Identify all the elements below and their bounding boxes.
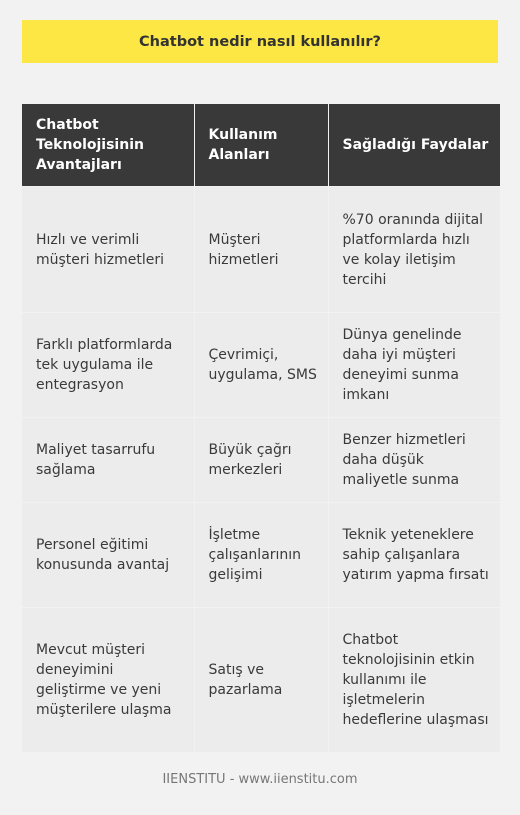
table-header-row <box>22 104 500 187</box>
table-row <box>22 608 500 753</box>
table-cell-benefit: Benzer hizmetleri daha düşük maliyetle sunma <box>328 418 500 503</box>
table-row <box>22 503 500 608</box>
header-benefits: Sağladığı Faydalar <box>328 104 500 187</box>
page-title-text: Chatbot nedir nasıl kullanılır? <box>139 33 381 50</box>
footer-credit: IIENSTITU - www.iienstitu.com <box>162 772 358 787</box>
page-title <box>22 20 498 63</box>
table-cell-usage: Büyük çağrı merkezleri <box>194 418 328 503</box>
table-cell-advantage: Maliyet tasarrufu sağlama <box>22 418 194 503</box>
table-cell-advantage: Personel eğitimi konusunda avantaj <box>22 503 194 608</box>
table-cell-usage: Müşteri hizmetleri <box>194 187 328 313</box>
table-cell-advantage: Mevcut müşteri deneyimini geliştirme ve yeni müşterilere ulaşma <box>22 608 194 753</box>
header-advantages: Chatbot Teknolojisinin Avantajları <box>22 104 194 187</box>
table-cell-benefit: Dünya genelinde daha iyi müşteri deneyimi sunma imkanı <box>328 313 500 418</box>
table-cell-usage: Çevrimiçi, uygulama, SMS <box>194 313 328 418</box>
table-cell-usage: Satış ve pazarlama <box>194 608 328 753</box>
table-row <box>22 418 500 503</box>
info-table <box>22 104 500 753</box>
table-cell-benefit: Teknik yeteneklere sahip çalışanlara yatırım yapma fırsatı <box>328 503 500 608</box>
table-cell-advantage: Hızlı ve verimli müşteri hizmetleri <box>22 187 194 313</box>
table-row <box>22 187 500 313</box>
table-cell-advantage: Farklı platformlarda tek uygulama ile entegrasyon <box>22 313 194 418</box>
table-cell-usage: İşletme çalışanlarının gelişimi <box>194 503 328 608</box>
table-cell-benefit: %70 oranında dijital platformlarda hızlı ve kolay iletişim tercihi <box>328 187 500 313</box>
table-cell-benefit: Chatbot teknolojisinin etkin kullanımı ile işletmelerin hedeflerine ulaşması <box>328 608 500 753</box>
table-row <box>22 313 500 418</box>
header-usage-areas: Kullanım Alanları <box>194 104 328 187</box>
